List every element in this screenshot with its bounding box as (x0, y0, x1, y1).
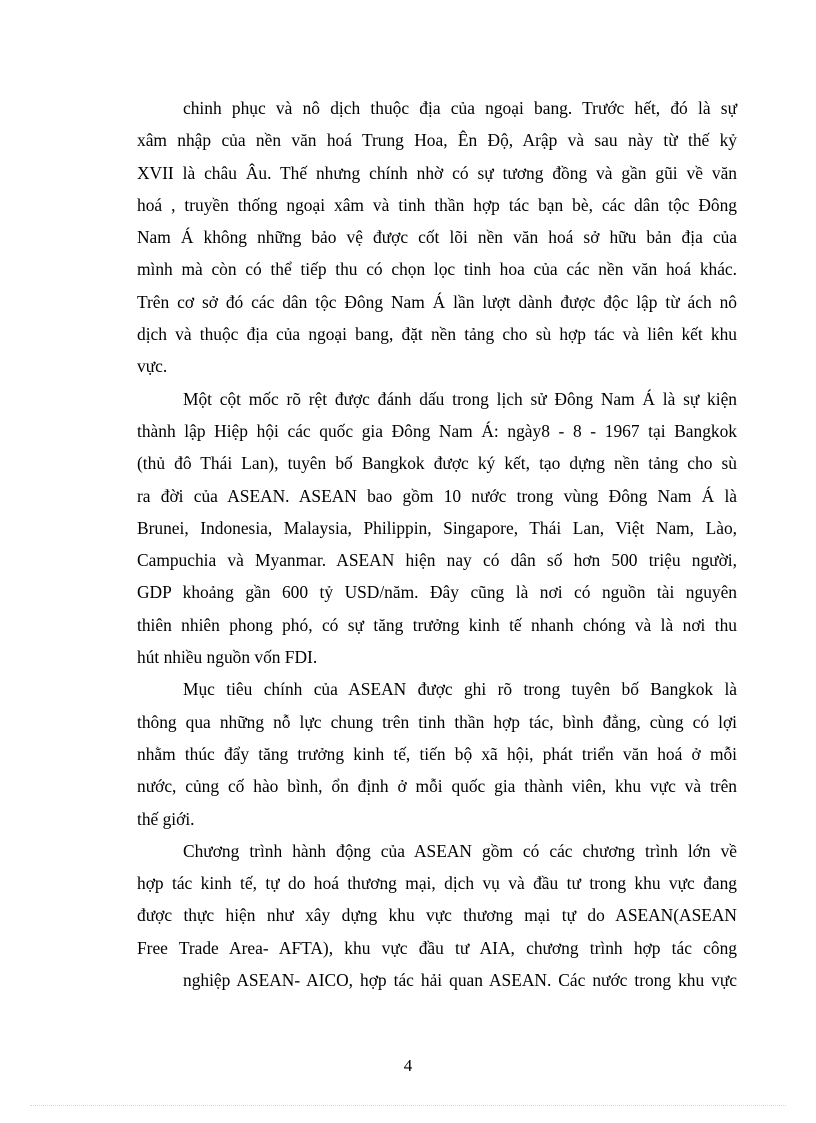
text-line: vực. (137, 356, 168, 377)
text-line: thông qua những nỗ lực chung trên tinh thần hợp tác, bình đẳng, cùng có lợi (137, 711, 737, 732)
text-line: Mục tiêu chính của ASEAN được ghi rõ trong tuyên bố Bangkok là (183, 679, 737, 700)
text-line: Một cột mốc rõ rệt được đánh dấu trong lịch sử Đông Nam Á là sự kiện (183, 388, 737, 409)
text-line: nước, củng cố hào bình, ổn định ở mỗi quốc gia thành viên, khu vực và trên (137, 776, 737, 797)
text-line: hợp tác kinh tế, tự do hoá thương mại, dịch vụ và đầu tư trong khu vực đang (137, 873, 737, 894)
text-line: Trên cơ sở đó các dân tộc Đông Nam Á lần lượt dành được độc lập từ ách nô (137, 291, 737, 312)
paragraph-3 (137, 673, 737, 834)
text-line: Free Trade Area- AFTA), khu vực đầu tư AIA, chương trình hợp tác công (137, 937, 737, 958)
text-line: nghiệp ASEAN- AICO, hợp tác hải quan ASEAN. Các nước trong khu vực (183, 970, 737, 991)
text-line: Brunei, Indonesia, Malaysia, Philippin, Singapore, Thái Lan, Việt Nam, Lào, (137, 517, 737, 538)
text-line: chinh phục và nô dịch thuộc địa của ngoại bang. Trước hết, đó là sự (183, 98, 737, 118)
text-line: ra đời của ASEAN. ASEAN bao gồm 10 nước trong vùng Đông Nam Á là (137, 485, 737, 506)
text-line: Nam Á không những bảo vệ được cốt lõi nền văn hoá sở hữu bản địa của (137, 227, 737, 248)
paragraph-1 (137, 92, 737, 383)
text-line: thành lập Hiệp hội các quốc gia Đông Nam Á: ngày8 - 8 - 1967 tại Bangkok (137, 420, 737, 441)
text-line: Campuchia và Myanmar. ASEAN hiện nay có dân số hơn 500 triệu người, (137, 550, 737, 571)
text-line: được thực hiện như xây dựng khu vực thương mại tự do ASEAN(ASEAN (137, 905, 737, 926)
text-line: thiên nhiên phong phó, có sự tăng trưởng kinh tế nhanh chóng và là nơi thu (137, 614, 737, 635)
text-line: hút nhiều nguồn vốn FDI. (137, 647, 318, 668)
paragraph-2 (137, 383, 737, 674)
text-line: GDP khoảng gần 600 tỷ USD/năm. Đây cũng là nơi có nguồn tài nguyên (137, 582, 737, 603)
text-line: xâm nhập của nền văn hoá Trung Hoa, Ên Độ, Arập và sau này từ thế kỷ (137, 130, 737, 151)
text-line: (thủ đô Thái Lan), tuyên bố Bangkok được ký kết, tạo dựng nền tảng cho sù (137, 453, 737, 474)
text-line: Chương trình hành động của ASEAN gồm có các chương trình lớn về (183, 840, 737, 861)
text-line: thế giới. (137, 808, 195, 829)
text-line: nhằm thúc đẩy tăng trưởng kinh tế, tiến bộ xã hội, phát triển văn hoá ở mỗi (137, 743, 737, 764)
body-text (137, 92, 737, 996)
text-line: dịch và thuộc địa của ngoại bang, đặt nền tảng cho sù hợp tác và liên kết khu (137, 324, 737, 345)
text-line: XVII là châu Âu. Thế nhưng chính nhờ có sự tương đồng và gần gũi về văn (137, 162, 737, 183)
footer-divider (30, 1105, 786, 1106)
page-number: 4 (403, 1056, 413, 1075)
text-line: hoá , truyền thống ngoại xâm và tinh thần hợp tác bạn bè, các dân tộc Đông (137, 194, 737, 215)
paragraph-4 (137, 835, 737, 996)
text-line: mình mà còn có thể tiếp thu có chọn lọc tinh hoa của các nền văn hoá khác. (137, 259, 737, 280)
